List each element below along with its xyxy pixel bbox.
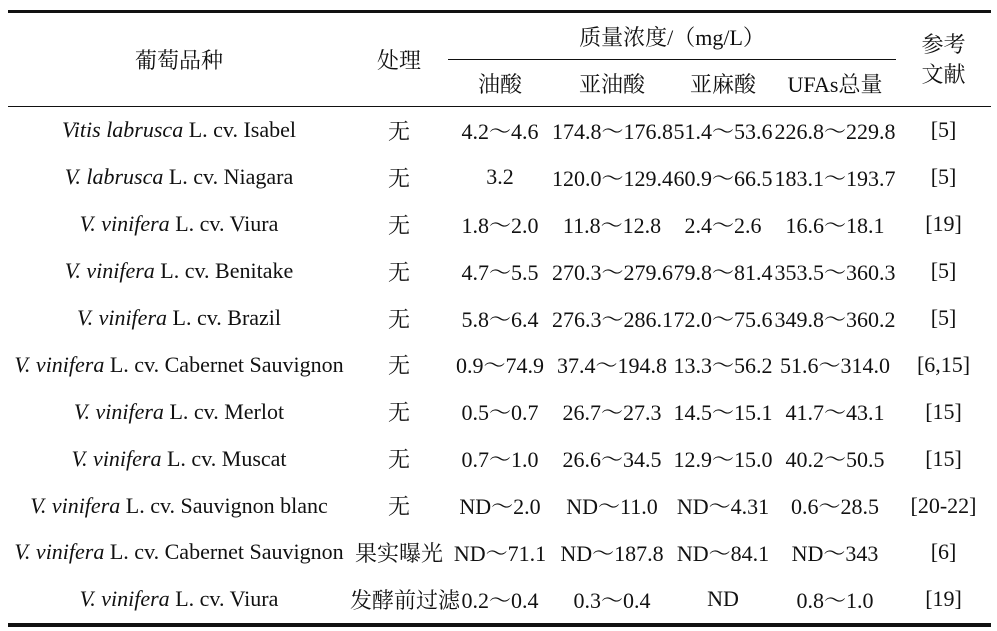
- cell-reference: [20-22]: [910, 492, 977, 518]
- table-row: [8, 388, 991, 435]
- header-concentration-group: 质量浓度/（mg/L）: [448, 12, 896, 60]
- cell-ufas-total: 16.6～18.1: [785, 212, 885, 238]
- header-ufas-total: UFAs总量: [774, 60, 896, 107]
- cell-variety: [8, 482, 350, 529]
- cultivar-name: L. cv. Viura: [169, 586, 279, 612]
- cell-linoleic: 11.8～12.8: [562, 212, 662, 238]
- cultivar-name: L. cv. Brazil: [167, 305, 282, 330]
- cell-linoleic: 26.6～34.5: [562, 447, 662, 473]
- table-row: [8, 248, 991, 295]
- cell-reference: [5]: [930, 305, 957, 330]
- species-name: V. vinifera: [30, 492, 121, 518]
- cell-linoleic: 120.0～129.4: [552, 165, 674, 191]
- cell-variety: [8, 107, 350, 154]
- cell-linoleic: 37.4～194.8: [556, 353, 667, 379]
- cell-linolenic: 60.9～66.5: [673, 165, 773, 191]
- species-name: V. vinifera: [79, 586, 170, 612]
- cell-oleic: 0.7～1.0: [461, 447, 539, 473]
- cell-linolenic: ND～4.31: [676, 494, 770, 520]
- header-variety: 葡萄品种: [8, 12, 350, 107]
- table-row: [8, 482, 991, 529]
- cell-treatment: 无: [387, 259, 410, 285]
- cell-ufas-total: 349.8～360.2: [774, 306, 896, 332]
- species-name: V. labrusca: [64, 164, 164, 190]
- cultivar-name: L. cv. Sauvignon blanc: [120, 492, 328, 518]
- cultivar-name: L. cv. Merlot: [163, 398, 285, 424]
- cell-treatment: 无: [387, 118, 410, 144]
- cell-reference: [5]: [930, 164, 957, 190]
- table-row: [8, 576, 991, 625]
- cell-linoleic: 174.8～176.8: [552, 118, 674, 144]
- cell-oleic: 0.5～0.7: [461, 400, 539, 426]
- header-reference-line1: 参考: [921, 31, 966, 57]
- cell-linolenic: 14.5～15.1: [673, 400, 773, 426]
- cultivar-name: L. cv. Cabernet Sauvignon: [104, 539, 344, 565]
- species-name: V. vinifera: [79, 211, 170, 237]
- species-name: V. vinifera: [64, 258, 155, 284]
- cell-treatment: 无: [387, 306, 410, 332]
- cell-linolenic: 51.4～53.6: [673, 118, 773, 144]
- cell-ufas-total: 0.8～1.0: [774, 576, 896, 625]
- table-row: [8, 295, 991, 342]
- cell-reference: [19]: [896, 576, 991, 625]
- cultivar-name: L. cv. Niagara: [163, 164, 294, 190]
- cell-reference: [15]: [925, 398, 962, 424]
- cell-oleic: 0.2～0.4: [448, 576, 552, 625]
- cell-oleic: 3.2: [486, 164, 514, 190]
- cell-treatment: 无: [387, 400, 410, 426]
- cell-reference: [6,15]: [916, 351, 971, 377]
- cell-ufas-total: 51.6～314.0: [780, 353, 891, 379]
- cell-oleic: 4.7～5.5: [461, 259, 539, 285]
- cultivar-name: L. cv. Viura: [169, 211, 279, 237]
- table-row: [8, 201, 991, 248]
- cell-linoleic: 270.3～279.6: [552, 259, 674, 285]
- cell-treatment: 无: [387, 447, 410, 473]
- cell-ufas-total: 41.7～43.1: [785, 400, 885, 426]
- header-reference-line2: 文献: [921, 61, 966, 87]
- cultivar-name: L. cv. Benitake: [154, 258, 294, 284]
- cell-oleic: 0.9～74.9: [455, 353, 544, 379]
- cell-oleic: 4.2～4.6: [461, 118, 539, 144]
- cell-linolenic: 79.8～81.4: [673, 259, 773, 285]
- cell-treatment: 无: [387, 353, 410, 379]
- cell-treatment: 发酵前过滤: [350, 576, 448, 625]
- cell-linolenic: 12.9～15.0: [673, 447, 773, 473]
- table-header: [8, 12, 991, 107]
- cell-linoleic: ND～11.0: [566, 494, 658, 520]
- header-treatment: 处理: [350, 12, 448, 107]
- cultivar-name: L. cv. Isabel: [183, 117, 297, 143]
- cell-variety: [8, 388, 350, 435]
- cell-oleic: ND～2.0: [459, 494, 541, 520]
- cell-variety: [8, 295, 350, 342]
- cell-reference: [5]: [930, 117, 957, 143]
- species-name: V. vinifera: [14, 351, 105, 377]
- species-name: V. vinifera: [73, 398, 164, 424]
- cell-linoleic: ND～187.8: [560, 540, 664, 566]
- cell-linolenic: 2.4～2.6: [684, 212, 762, 238]
- species-name: Vitis labrusca: [61, 117, 184, 143]
- cultivar-name: L. cv. Cabernet Sauvignon: [104, 351, 344, 377]
- cell-linoleic: 26.7～27.3: [562, 400, 662, 426]
- header-oleic: 油酸: [448, 60, 552, 107]
- cell-ufas-total: 183.1～193.7: [774, 165, 896, 191]
- cell-treatment: 无: [387, 165, 410, 191]
- cell-ufas-total: 226.8～229.8: [774, 118, 896, 144]
- species-name: V. vinifera: [76, 305, 167, 330]
- table-row: [8, 341, 991, 388]
- cell-reference: [5]: [930, 258, 957, 284]
- cell-oleic: ND～71.1: [453, 540, 547, 566]
- cell-ufas-total: ND～343: [791, 540, 879, 566]
- species-name: V. vinifera: [14, 539, 105, 565]
- cell-reference: [6]: [930, 539, 957, 565]
- cell-linolenic: 72.0～75.6: [673, 306, 773, 332]
- cell-ufas-total: 40.2～50.5: [785, 447, 885, 473]
- header-linoleic: 亚油酸: [552, 60, 672, 107]
- cell-treatment: 无: [387, 212, 410, 238]
- table-row: [8, 435, 991, 482]
- cell-oleic: 1.8～2.0: [461, 212, 539, 238]
- cell-reference: [19]: [925, 211, 962, 237]
- cell-linoleic: 0.3～0.4: [552, 576, 672, 625]
- cell-linolenic: ND: [672, 576, 774, 625]
- fatty-acid-table: [8, 10, 991, 627]
- cell-reference: [15]: [925, 445, 962, 471]
- cell-ufas-total: 0.6～28.5: [791, 494, 880, 520]
- cell-treatment: 果实曝光: [354, 540, 443, 566]
- cell-variety: [8, 576, 350, 625]
- cell-variety: [8, 248, 350, 295]
- table-row: [8, 107, 991, 154]
- cell-variety: [8, 201, 350, 248]
- cell-treatment: 无: [387, 494, 410, 520]
- table-row: [8, 529, 991, 576]
- species-name: V. vinifera: [71, 445, 162, 471]
- cell-ufas-total: 353.5～360.3: [774, 259, 896, 285]
- cell-variety: [8, 154, 350, 201]
- cell-variety: [8, 529, 350, 576]
- cell-variety: [8, 435, 350, 482]
- cell-variety: [8, 341, 350, 388]
- cell-linoleic: 276.3～286.1: [552, 306, 674, 332]
- cell-linolenic: 13.3～56.2: [673, 353, 773, 379]
- table-row: [8, 154, 991, 201]
- cell-linolenic: ND～84.1: [676, 540, 770, 566]
- header-reference: [896, 12, 991, 107]
- table-body: [8, 107, 991, 625]
- header-linolenic: 亚麻酸: [672, 60, 774, 107]
- cell-oleic: 5.8～6.4: [461, 306, 539, 332]
- cultivar-name: L. cv. Muscat: [161, 445, 287, 471]
